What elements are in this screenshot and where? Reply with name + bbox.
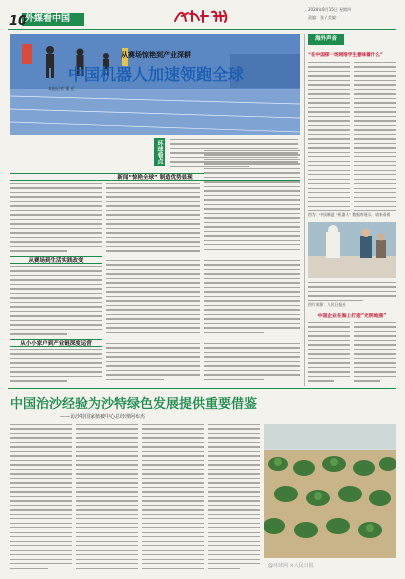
issue-date: 2024年8月15日 星期四 xyxy=(308,7,352,12)
article-col-2b xyxy=(106,260,200,336)
desert-greening-photo xyxy=(264,424,396,558)
article-col-1 xyxy=(10,183,102,253)
section-3-heading: 从小小家户到产业链深度运营 xyxy=(20,341,92,347)
right-column-tag: 海外声音 xyxy=(308,34,344,45)
article-col-3b xyxy=(204,260,300,336)
masthead-calligraphy xyxy=(172,8,230,24)
right-col-text-e xyxy=(354,322,396,386)
column-tag: 环球看点 xyxy=(156,140,163,164)
article-col-3c xyxy=(204,343,300,385)
right-col-text-b xyxy=(354,62,396,212)
robot-showcase-photo xyxy=(308,222,396,278)
showcase-photo-graphic xyxy=(308,222,396,278)
header-rule xyxy=(8,29,396,30)
bottom-col-4 xyxy=(208,424,260,572)
desert-photo-graphic xyxy=(264,424,396,558)
bottom-headline: 中国治沙经验为沙特绿色发展提供重要借鉴 xyxy=(10,397,258,412)
right-col-caption-2: 图片来源：人民日报社 xyxy=(308,302,346,307)
lead-kicker: 从赛场惊艳到产业深耕 xyxy=(121,51,191,59)
right-column-headline: “在中国探一场网络学生意味着什么” xyxy=(308,53,383,58)
lead-headline: 中国机器人加速领跑全球 xyxy=(67,65,244,84)
bottom-subhead: ——访沙特国家植被中心总经理阿布杰 xyxy=(60,414,146,420)
article-col-1c xyxy=(10,349,102,385)
section-title: 外媒看中国 xyxy=(25,14,71,24)
column-divider xyxy=(304,34,305,386)
section-2-heading: 从赛场到生活实践改变 xyxy=(28,258,84,264)
section-1-heading: 新闻“惊艳全球” 制造优势显现 xyxy=(117,175,193,181)
watermark: @环球网 ×人民日报 xyxy=(268,563,314,569)
editor-credit: 责编：张 / 美编： xyxy=(308,15,340,20)
right-col-text-c xyxy=(308,282,396,304)
bottom-col-2 xyxy=(76,424,138,572)
article-col-3 xyxy=(204,150,300,253)
bottom-col-3 xyxy=(142,424,204,572)
bottom-rule xyxy=(8,388,396,389)
right-column-subhead: 中国企业在海上打造“光明地图” xyxy=(317,314,387,319)
article-col-2 xyxy=(106,183,200,253)
right-col-caption-1: 图为：中国制造 “机器人” 数据库展示，请来看着 xyxy=(308,212,391,217)
article-col-1b xyxy=(10,266,102,336)
bottom-col-1 xyxy=(10,424,72,572)
lead-byline: 本报记者 董 宏 xyxy=(48,86,75,91)
article-col-2c xyxy=(106,343,200,385)
page-number: 10 xyxy=(9,14,28,29)
masthead-logo xyxy=(172,8,230,24)
right-col-text-d xyxy=(308,322,350,386)
right-col-text-a xyxy=(308,62,350,212)
